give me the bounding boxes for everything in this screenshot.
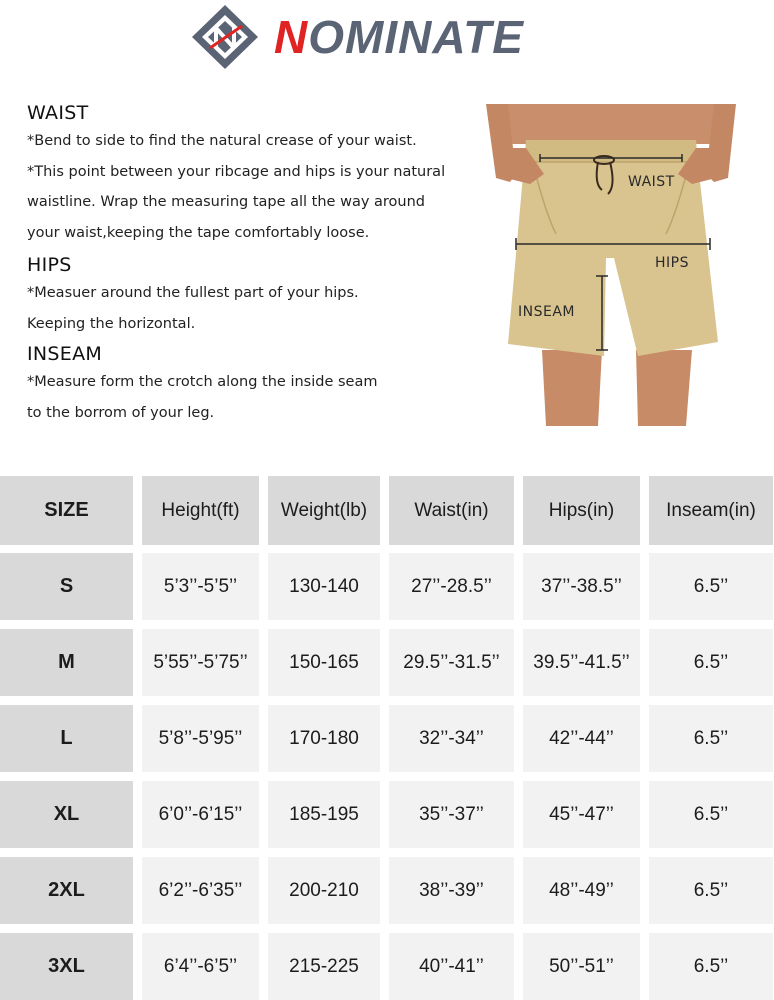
header-size: SIZE [0, 476, 133, 545]
brand-logo-mark-icon [190, 4, 260, 70]
cell-hips: 42’’-44’’ [523, 705, 640, 772]
brand-wordmark: NOMINATE [274, 11, 524, 63]
cell-height: 6’2’’-6’35’’ [142, 857, 259, 924]
cell-waist: 27’’-28.5’’ [389, 553, 514, 620]
waist-instruction-line: *Bend to side to find the natural crease of your waist. [27, 133, 417, 149]
inseam-instruction-line: *Measure form the crotch along the inside seam [27, 374, 378, 390]
hips-section [27, 252, 467, 339]
cell-waist: 35’’-37’’ [389, 781, 514, 848]
size-chart-table [0, 476, 774, 1000]
inseam-heading: INSEAM [27, 343, 103, 365]
waist-instruction-line: your waist,keeping the tape comfortably loose. [27, 224, 370, 241]
waist-instruction-line: waistline. Wrap the measuring tape all the way around [27, 194, 425, 210]
header-waist: Waist(in) [389, 476, 514, 545]
cell-height: 6’4’’-6’5’’ [142, 933, 259, 1000]
header-height: Height(ft) [142, 476, 259, 545]
cell-waist: 38’’-39’’ [389, 857, 514, 924]
brand-logo [190, 4, 590, 70]
hips-instruction-line: Keeping the horizontal. [27, 315, 196, 332]
cell-weight: 170-180 [268, 705, 380, 772]
inseam-measure-label: INSEAM [518, 304, 575, 320]
cell-hips: 37’’-38.5’’ [523, 553, 640, 620]
cell-height: 5’3’’-5’5’’ [142, 553, 259, 620]
cell-weight: 130-140 [268, 553, 380, 620]
cell-inseam: 6.5’’ [649, 553, 773, 620]
cell-inseam: 6.5’’ [649, 933, 773, 1000]
cell-size: XL [0, 781, 133, 848]
header-hips: Hips(in) [523, 476, 640, 545]
cell-waist: 32’’-34’’ [389, 705, 514, 772]
measurement-guide [27, 100, 467, 428]
cell-waist: 29.5’’-31.5’’ [389, 629, 514, 696]
cell-weight: 215-225 [268, 933, 380, 1000]
hips-heading: HIPS [27, 254, 72, 276]
cell-weight: 185-195 [268, 781, 380, 848]
cell-hips: 48’’-49’’ [523, 857, 640, 924]
inseam-instruction-line: to the borrom of your leg. [27, 404, 215, 421]
hips-instruction-line: *Measuer around the fullest part of your hips. [27, 285, 359, 301]
cell-inseam: 6.5’’ [649, 629, 773, 696]
cell-inseam: 6.5’’ [649, 857, 773, 924]
waist-measure-label: WAIST [628, 174, 675, 190]
cell-size: L [0, 705, 133, 772]
cell-hips: 39.5’’-41.5’’ [523, 629, 640, 696]
cell-hips: 50’’-51’’ [523, 933, 640, 1000]
cell-inseam: 6.5’’ [649, 781, 773, 848]
waist-section [27, 100, 467, 248]
cell-inseam: 6.5’’ [649, 705, 773, 772]
waist-heading: WAIST [27, 102, 89, 124]
cell-waist: 40’’-41’’ [389, 933, 514, 1000]
cell-weight: 150-165 [268, 629, 380, 696]
cell-weight: 200-210 [268, 857, 380, 924]
header-weight: Weight(lb) [268, 476, 380, 545]
header-inseam: Inseam(in) [649, 476, 773, 545]
waist-instruction-line: *This point between your ribcage and hips is your natural [27, 163, 446, 180]
cell-size: 3XL [0, 933, 133, 1000]
cell-hips: 45’’-47’’ [523, 781, 640, 848]
cell-height: 6’0’’-6’15’’ [142, 781, 259, 848]
hips-measure-label: HIPS [655, 255, 689, 271]
cell-size: S [0, 553, 133, 620]
cell-height: 5’55’’-5’75’’ [142, 629, 259, 696]
shorts-measurement-figure [486, 104, 736, 426]
cell-height: 5’8’’-5’95’’ [142, 705, 259, 772]
shorts-illustration [486, 104, 736, 426]
inseam-section [27, 341, 467, 428]
cell-size: 2XL [0, 857, 133, 924]
cell-size: M [0, 629, 133, 696]
